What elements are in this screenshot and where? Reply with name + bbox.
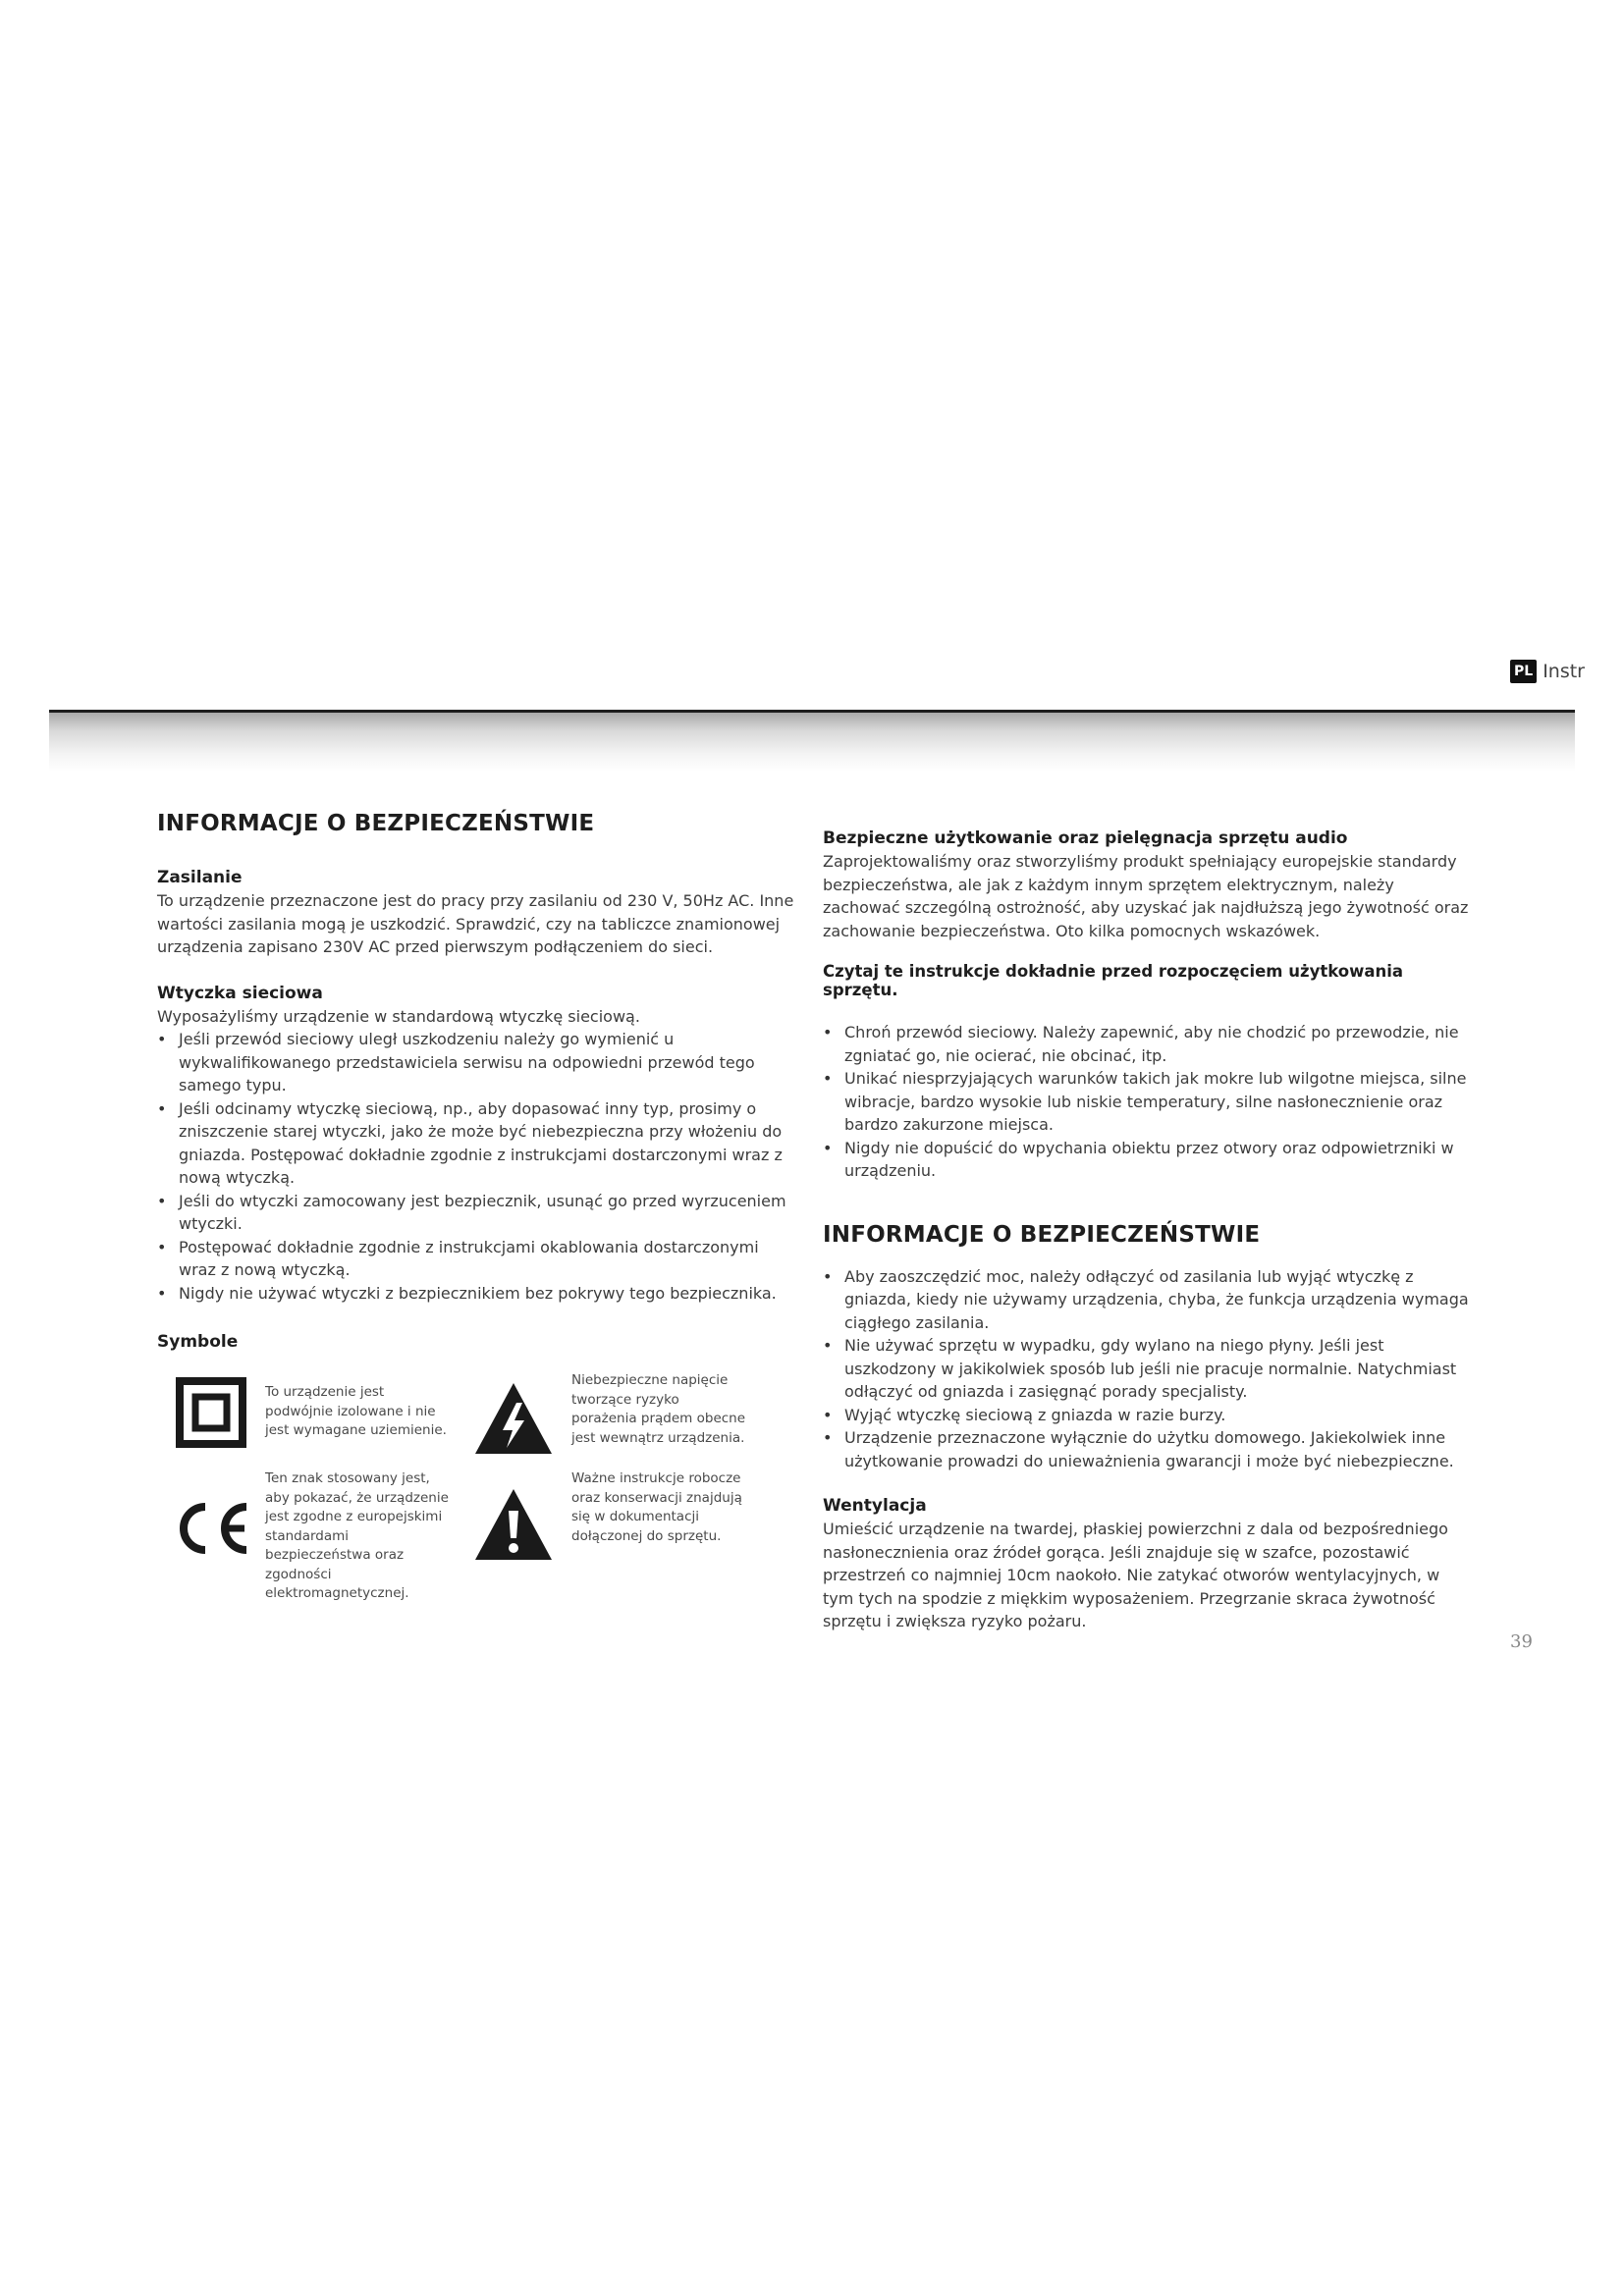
list-item: • Postępować dokładnie zgodnie z instrukcjami okablowania dostarczonymi wraz z nową wtyczką. (157, 1236, 795, 1282)
header-rule (49, 710, 1575, 772)
list-item: • Wyjąć wtyczkę sieciową z gniazda w razie burzy. (823, 1404, 1471, 1427)
list-item: • Nie używać sprzętu w wypadku, gdy wylano na niego płyny. Jeśli jest uszkodzony w jakikolwiek sposób lub jeśli nie pracuje normalnie. Natychmiast odłączyć od gniazda i zasięgnąć porady specjalisty. (823, 1334, 1471, 1404)
page-number: 39 (1510, 1631, 1533, 1652)
list-item: • Nigdy nie używać wtyczki z bezpiecznikiem bez pokrywy tego bezpiecznika. (157, 1282, 795, 1306)
right-column (823, 827, 1471, 1633)
language-badge: PL (1510, 660, 1537, 683)
ce-mark-icon (170, 1499, 252, 1558)
ventilation-text: Umieścić urządzenie na twardej, płaskiej powierzchni z dala od bezpośredniego nasłonecznienia oraz źródeł gorąca. Jeśli znajduje się w szafce, pozostawić przestrzeń co najmniej 10cm naokoło. Nie zatykać otworów wentylacyjnych, w tym tych na spodzie z miękkim wyposażeniem. Przegrzanie skraca żywotność sprzętu i zwiększa ryzyko pożaru. (823, 1520, 1448, 1630)
symbol-ce (157, 1469, 456, 1604)
plug-intro: Wyposażyliśmy urządzenie w standardową wtyczkę sieciową. (157, 1006, 640, 1026)
symbol-text: Ten znak stosowany jest, aby pokazać, że urządzenie jest zgodne z europejskimi standardami bezpieczeństwa oraz zgodności elektromagnetycznej. (265, 1470, 449, 1601)
list-item: • Jeśli odcinamy wtyczkę sieciową, np., aby dopasować inny typ, prosimy o zniszczenie starej wtyczki, jako że może być niebezpieczna przy włożeniu do gniazda. Postępować dokładnie zgodnie z instrukcjami dostarczonymi wraz z nową wtyczką. (157, 1097, 795, 1190)
read-notice: Czytaj te instrukcje dokładnie przed rozpoczęciem użytkowania sprzętu. (823, 962, 1404, 999)
double-insulation-icon (176, 1377, 246, 1448)
list-item: • Jeśli przewód sieciowy uległ uszkodzeniu należy go wymienić u wykwalifikowanego przedstawiciela serwisu na odpowiedni przewód tego samego typu. (157, 1028, 795, 1097)
safety-heading: INFORMACJE O BEZPIECZEŃSTWIE (157, 811, 595, 836)
ventilation-title: Wentylacja (823, 1496, 927, 1516)
care-title: Bezpieczne użytkowanie oraz pielęgnacja sprzętu audio (823, 828, 1348, 848)
symbols-grid (157, 1371, 795, 1604)
list-item: • Nigdy nie dopuścić do wpychania obiektu przez otwory oraz odpowietrzniki w urządzeniu. (823, 1137, 1471, 1183)
language-tag (1510, 657, 1585, 686)
plug-title: Wtyczka sieciowa (157, 983, 323, 1003)
symbol-lightning (456, 1371, 770, 1456)
left-column (157, 811, 795, 1604)
power-title: Zasilanie (157, 868, 243, 887)
list-item: • Jeśli do wtyczki zamocowany jest bezpiecznik, usunąć go przed wyrzuceniem wtyczki. (157, 1190, 795, 1236)
exclamation-warning-icon (473, 1487, 554, 1562)
power-text: To urządzenie przeznaczone jest do pracy przy zasilaniu od 230 V, 50Hz AC. Inne wartości zasilania mogą je uszkodzić. Sprawdzić, czy na tabliczce znamionowej urządzenia zapisano 230V AC przed pierwszym podłączeniem do sieci. (157, 891, 794, 956)
care-list (823, 1021, 1471, 1183)
lightning-warning-icon (473, 1381, 554, 1456)
header-text: Instr (1543, 661, 1585, 682)
care-text: Zaprojektowaliśmy oraz stworzyliśmy produkt spełniający europejskie standardy bezpieczeństwa, ale jak z każdym innym sprzętem elektrycznym, należy zachować szczególną ostrożność, aby uzyskać jak najdłuższą jego żywotność oraz zachowanie bezpieczeństwa. Oto kilka pomocnych wskazówek. (823, 852, 1469, 940)
list-item: • Aby zaoszczędzić moc, należy odłączyć od zasilania lub wyjąć wtyczkę z gniazda, kiedy nie używamy urządzenia, chyba, że funkcja urządzenia wymaga ciągłego zasilania. (823, 1265, 1471, 1335)
symbol-text: Ważne instrukcje robocze oraz konserwacji znajdują się w dokumentacji dołączonej do sprzętu. (571, 1470, 742, 1544)
list-item: • Chroń przewód sieciowy. Należy zapewnić, aby nie chodzić po przewodzie, nie zgniatać go, nie ocierać, nie obcinać, itp. (823, 1021, 1471, 1067)
list-item: • Urządzenie przeznaczone wyłącznie do użytku domowego. Jakiekolwiek inne użytkowanie prowadzi do unieważnienia gwarancji i może być niebezpieczne. (823, 1426, 1471, 1472)
symbol-text: Niebezpieczne napięcie tworzące ryzyko porażenia prądem obecne jest wewnątrz urządzenia. (571, 1372, 746, 1446)
symbol-double-insulation (157, 1371, 456, 1456)
list-item: • Unikać niesprzyjających warunków takich jak mokre lub wilgotne miejsca, silne wibracje, bardzo wysokie lub niskie temperatury, silne nasłonecznienie oraz bardzo zakurzone miejsca. (823, 1067, 1471, 1137)
safety-list (823, 1265, 1471, 1473)
safety-heading-2: INFORMACJE O BEZPIECZEŃSTWIE (823, 1221, 1261, 1248)
symbols-title: Symbole (157, 1332, 239, 1352)
symbol-exclamation (456, 1469, 770, 1604)
symbol-text: To urządzenie jest podwójnie izolowane i nie jest wymagane uziemienie. (265, 1384, 447, 1438)
plug-list (157, 1028, 795, 1305)
